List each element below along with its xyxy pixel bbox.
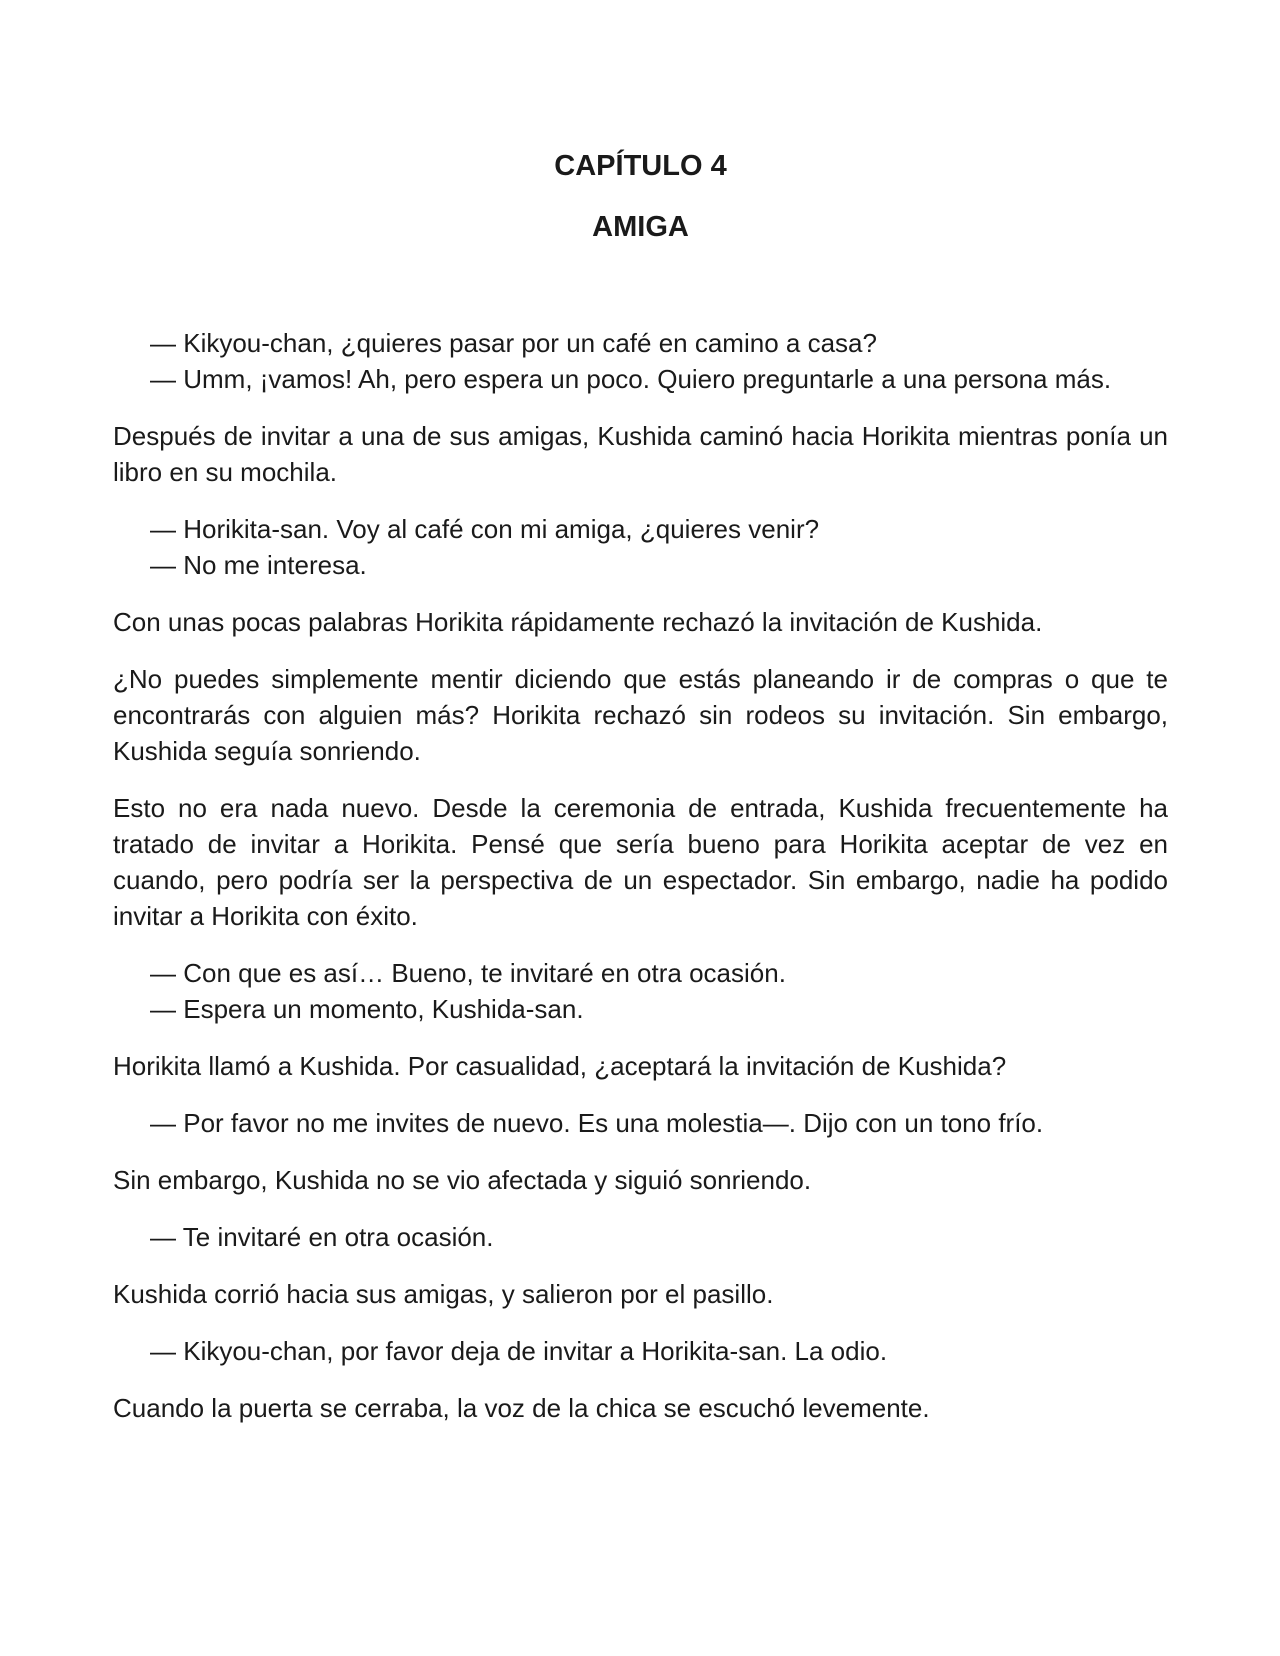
dialogue-line: — Horikita-san. Voy al café con mi amiga, ¿quieres venir? bbox=[150, 514, 820, 544]
dialogue-line: — Umm, ¡vamos! Ah, pero espera un poco. Quiero preguntarle a una persona más. bbox=[150, 364, 1112, 394]
narration-paragraph: ¿No puedes simplemente mentir diciendo que estás planeando ir de compras o que te encontrarás con alguien más? Horikita rechazó sin rodeos su invitación. Sin embargo, Kushida seguía sonriendo. bbox=[113, 664, 1168, 766]
narration-paragraph: Horikita llamó a Kushida. Por casualidad, ¿aceptará la invitación de Kushida? bbox=[113, 1051, 1007, 1081]
narration-paragraph: Esto no era nada nuevo. Desde la ceremonia de entrada, Kushida frecuentemente ha tratado de invitar a Horikita. Pensé que sería bueno para Horikita aceptar de vez en cuando, pero podría ser la perspectiva de un espectador. Sin embargo, nadie ha podido invitar a Horikita con éxito. bbox=[113, 793, 1168, 931]
narration-paragraph: Después de invitar a una de sus amigas, Kushida caminó hacia Horikita mientras ponía un libro en su mochila. bbox=[113, 421, 1168, 487]
narration-paragraph: Kushida corrió hacia sus amigas, y salieron por el pasillo. bbox=[113, 1279, 774, 1309]
dialogue-group bbox=[113, 955, 1168, 1027]
dialogue-line: — Te invitaré en otra ocasión. bbox=[150, 1222, 494, 1252]
narration-paragraph: Sin embargo, Kushida no se vio afectada y siguió sonriendo. bbox=[113, 1165, 812, 1195]
dialogue-group bbox=[113, 1333, 1168, 1369]
dialogue-line: — No me interesa. bbox=[150, 550, 367, 580]
dialogue-line: — Kikyou-chan, ¿quieres pasar por un café en camino a casa? bbox=[150, 328, 877, 358]
dialogue-line: — Kikyou-chan, por favor deja de invitar a Horikita-san. La odio. bbox=[150, 1336, 888, 1366]
dialogue-line: — Con que es así… Bueno, te invitaré en otra ocasión. bbox=[150, 958, 786, 988]
dialogue-line: — Espera un momento, Kushida-san. bbox=[150, 994, 584, 1024]
dialogue-group bbox=[113, 511, 1168, 583]
dialogue-group bbox=[113, 1219, 1168, 1255]
dialogue-group bbox=[113, 325, 1168, 397]
chapter-body bbox=[113, 325, 1168, 1426]
chapter-subtitle: AMIGA bbox=[592, 211, 689, 243]
dialogue-line: — Por favor no me invites de nuevo. Es una molestia—. Dijo con un tono frío. bbox=[150, 1108, 1044, 1138]
narration-paragraph: Cuando la puerta se cerraba, la voz de la chica se escuchó levemente. bbox=[113, 1393, 930, 1423]
narration-paragraph: Con unas pocas palabras Horikita rápidamente rechazó la invitación de Kushida. bbox=[113, 607, 1043, 637]
chapter-title: CAPÍTULO 4 bbox=[554, 150, 727, 182]
dialogue-group bbox=[113, 1105, 1168, 1141]
